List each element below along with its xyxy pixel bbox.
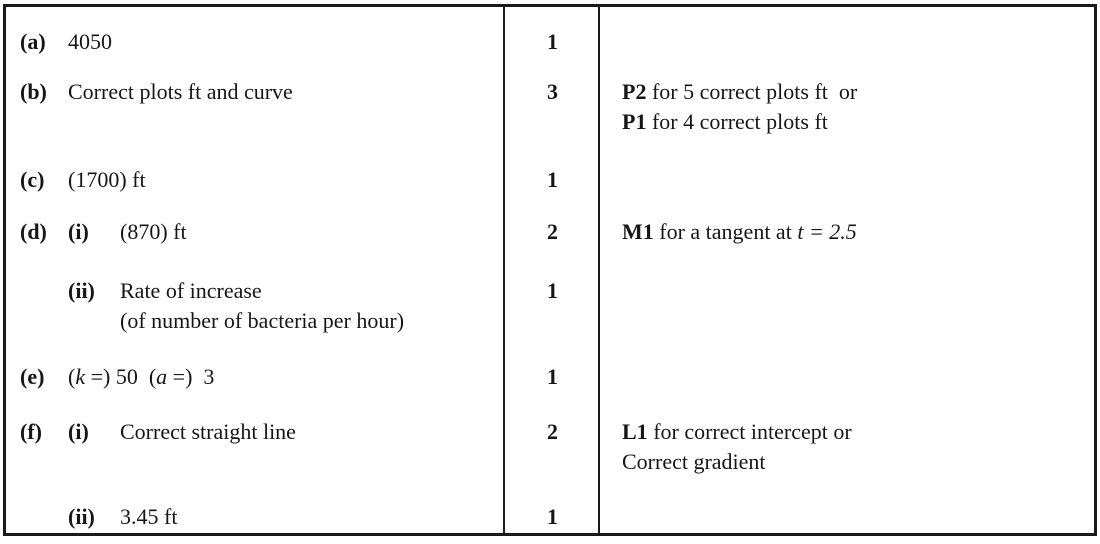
text-segment: =) 50 ( [85, 364, 157, 389]
answer-cell [6, 417, 505, 447]
part-label: (a) [20, 29, 46, 54]
mark-row-e [6, 362, 1094, 417]
answer-text [68, 362, 214, 392]
mark-row-c [6, 165, 1094, 217]
marks-value: 1 [547, 29, 558, 54]
text-segment: (of number of bacteria per hour) [120, 308, 405, 333]
answer-text [120, 276, 404, 336]
marks-value: 1 [547, 364, 558, 389]
text-segment: 3.45 ft [120, 504, 178, 529]
note-line [622, 447, 1086, 477]
answer-line [120, 417, 296, 447]
marks-value: 3 [547, 79, 558, 104]
marks-value: 2 [547, 219, 558, 244]
text-segment: for 5 correct plots ft or [646, 79, 858, 104]
part-label: (c) [20, 167, 45, 192]
part-label: (f) [20, 419, 42, 444]
text-segment: P1 [622, 109, 647, 134]
answer-line [68, 77, 293, 107]
text-segment: for correct intercept or [647, 419, 852, 444]
answer-text [120, 417, 296, 447]
text-segment: =) 3 [167, 364, 215, 389]
answer-line [68, 362, 214, 392]
text-segment: Rate of increase [120, 278, 262, 303]
answer-cell [6, 77, 505, 107]
text-segment: Correct gradient [622, 449, 766, 474]
text-segment: M1 [622, 219, 654, 244]
part-label: (b) [20, 79, 47, 104]
marks-value: 1 [547, 504, 558, 529]
mark-row-a [6, 27, 1094, 77]
answer-cell [6, 502, 505, 532]
mark-scheme-table [3, 4, 1097, 536]
text-segment: for 4 correct plots ft [646, 109, 828, 134]
sub-part-label: (i) [68, 419, 89, 444]
answer-cell [6, 27, 505, 57]
sub-part-label: (ii) [68, 278, 95, 303]
answer-cell [6, 217, 505, 247]
text-segment: t = 2.5 [797, 219, 857, 244]
notes-cell [600, 217, 1094, 247]
answer-line [68, 27, 112, 57]
text-segment: L1 [622, 419, 648, 444]
rows-container [6, 7, 1094, 533]
answer-line [120, 276, 404, 306]
answer-line [68, 165, 146, 195]
part-label: (e) [20, 364, 45, 389]
mark-row-b [6, 77, 1094, 165]
answer-line [120, 502, 177, 532]
text-segment: for a tangent at [653, 219, 798, 244]
text-segment: P2 [622, 79, 647, 104]
mark-row-f-ii [6, 502, 1094, 533]
answer-text [120, 217, 187, 247]
text-segment: k [75, 364, 86, 389]
mark-row-d-ii [6, 276, 1094, 362]
mark-row-f-i [6, 417, 1094, 502]
text-segment: (870) ft [120, 219, 187, 244]
answer-line [120, 306, 404, 336]
note-line [622, 217, 1086, 247]
answer-line [120, 217, 187, 247]
note-line [622, 107, 1086, 137]
note-line [622, 417, 1086, 447]
sub-part-label: (i) [68, 219, 89, 244]
text-segment: Correct straight line [120, 419, 296, 444]
answer-cell [6, 362, 505, 392]
notes-cell [600, 417, 1094, 477]
answer-cell [6, 276, 505, 336]
marks-value: 2 [547, 419, 558, 444]
answer-text [68, 27, 112, 57]
marks-value: 1 [547, 167, 558, 192]
part-label: (d) [20, 219, 47, 244]
text-segment: ( [68, 364, 76, 389]
answer-text [68, 77, 293, 107]
sub-part-label: (ii) [68, 504, 95, 529]
text-segment: (1700) ft [68, 167, 146, 192]
text-segment: 4050 [68, 29, 112, 54]
answer-text [68, 165, 146, 195]
answer-text [120, 502, 177, 532]
note-line [622, 77, 1086, 107]
answer-cell [6, 165, 505, 195]
text-segment: a [156, 364, 168, 389]
marks-value: 1 [547, 278, 558, 303]
notes-cell [600, 77, 1094, 137]
mark-row-d-i [6, 217, 1094, 276]
text-segment: Correct plots ft and curve [68, 79, 293, 104]
